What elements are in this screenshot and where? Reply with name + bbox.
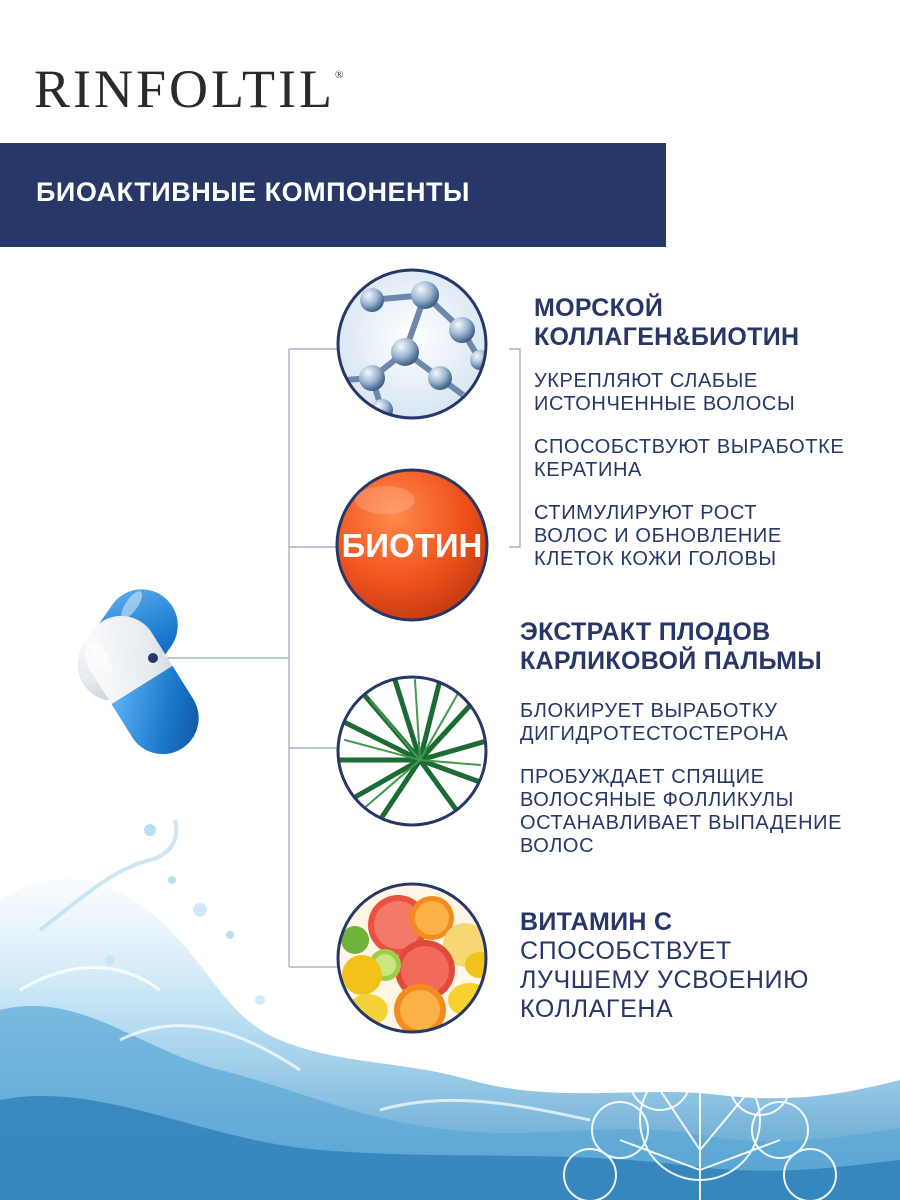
benefit-line: ОСТАНАВЛИВАЕТ ВЫПАДЕНИЕ (520, 812, 843, 834)
benefit-line: ВОЛОС И ОБНОВЛЕНИЕ (534, 525, 782, 547)
section-title (534, 294, 884, 352)
section-title-line: ЭКСТРАКТ ПЛОДОВ (520, 618, 771, 646)
benefit-paragraph (534, 370, 884, 416)
section-collagen-biotin (534, 294, 884, 571)
benefit-line: БЛОКИРУЕТ ВЫРАБОТКУ (520, 700, 778, 722)
section-palm-extract (520, 618, 890, 858)
citrus-fruits-icon (338, 884, 495, 1036)
benefit-paragraph (520, 700, 890, 746)
body-line: ЛУЧШЕМУ УСВОЕНИЮ (520, 966, 809, 994)
connector-lines (158, 349, 520, 967)
benefit-line: ПРОБУЖДАЕТ СПЯЩИЕ (520, 766, 765, 788)
benefit-paragraph (534, 436, 884, 482)
molecule-icon (338, 270, 490, 421)
registered-mark: ® (335, 69, 344, 81)
body-line: СПОСОБСТВУЕТ (520, 937, 732, 965)
biotin-badge-icon (337, 470, 487, 620)
brand-name: RINFOLTIL (34, 59, 336, 119)
benefit-line: ВОЛОСЯНЫЕ ФОЛЛИКУЛЫ (520, 789, 794, 811)
benefit-line: ДИГИДРОТЕСТОСТЕРОНА (520, 723, 789, 745)
section-title-line: КАРЛИКОВОЙ ПАЛЬМЫ (520, 647, 823, 675)
section-title-line: КОЛЛАГЕН&БИОТИН (534, 323, 800, 351)
benefit-line: КЛЕТОК КОЖИ ГОЛОВЫ (534, 548, 777, 570)
biotin-badge-label: БИОТИН (341, 527, 483, 564)
benefit-line: ИСТОНЧЕННЫЕ ВОЛОСЫ (534, 393, 796, 415)
capsule-icon (64, 575, 212, 767)
benefit-paragraph (534, 502, 884, 571)
benefit-line: СПОСОБСТВУЮТ ВЫРАБОТКЕ (534, 436, 845, 458)
section-vitamin-c (520, 908, 890, 1024)
section-title-line: МОРСКОЙ (534, 294, 664, 322)
section-title: ВИТАМИН С (520, 908, 673, 936)
body-line: КОЛЛАГЕНА (520, 995, 674, 1023)
banner-title: БИОАКТИВНЫЕ КОМПОНЕНТЫ (36, 177, 470, 207)
benefit-line: ВОЛОС (520, 835, 595, 857)
benefit-paragraph (520, 766, 890, 858)
section-title (520, 618, 890, 676)
palm-leaf-icon (335, 677, 490, 825)
benefit-line: УКРЕПЛЯЮТ СЛАБЫЕ (534, 370, 758, 392)
benefit-line: КЕРАТИНА (534, 459, 642, 481)
section-body (520, 937, 890, 1024)
benefit-line: СТИМУЛИРУЮТ РОСТ (534, 502, 758, 524)
